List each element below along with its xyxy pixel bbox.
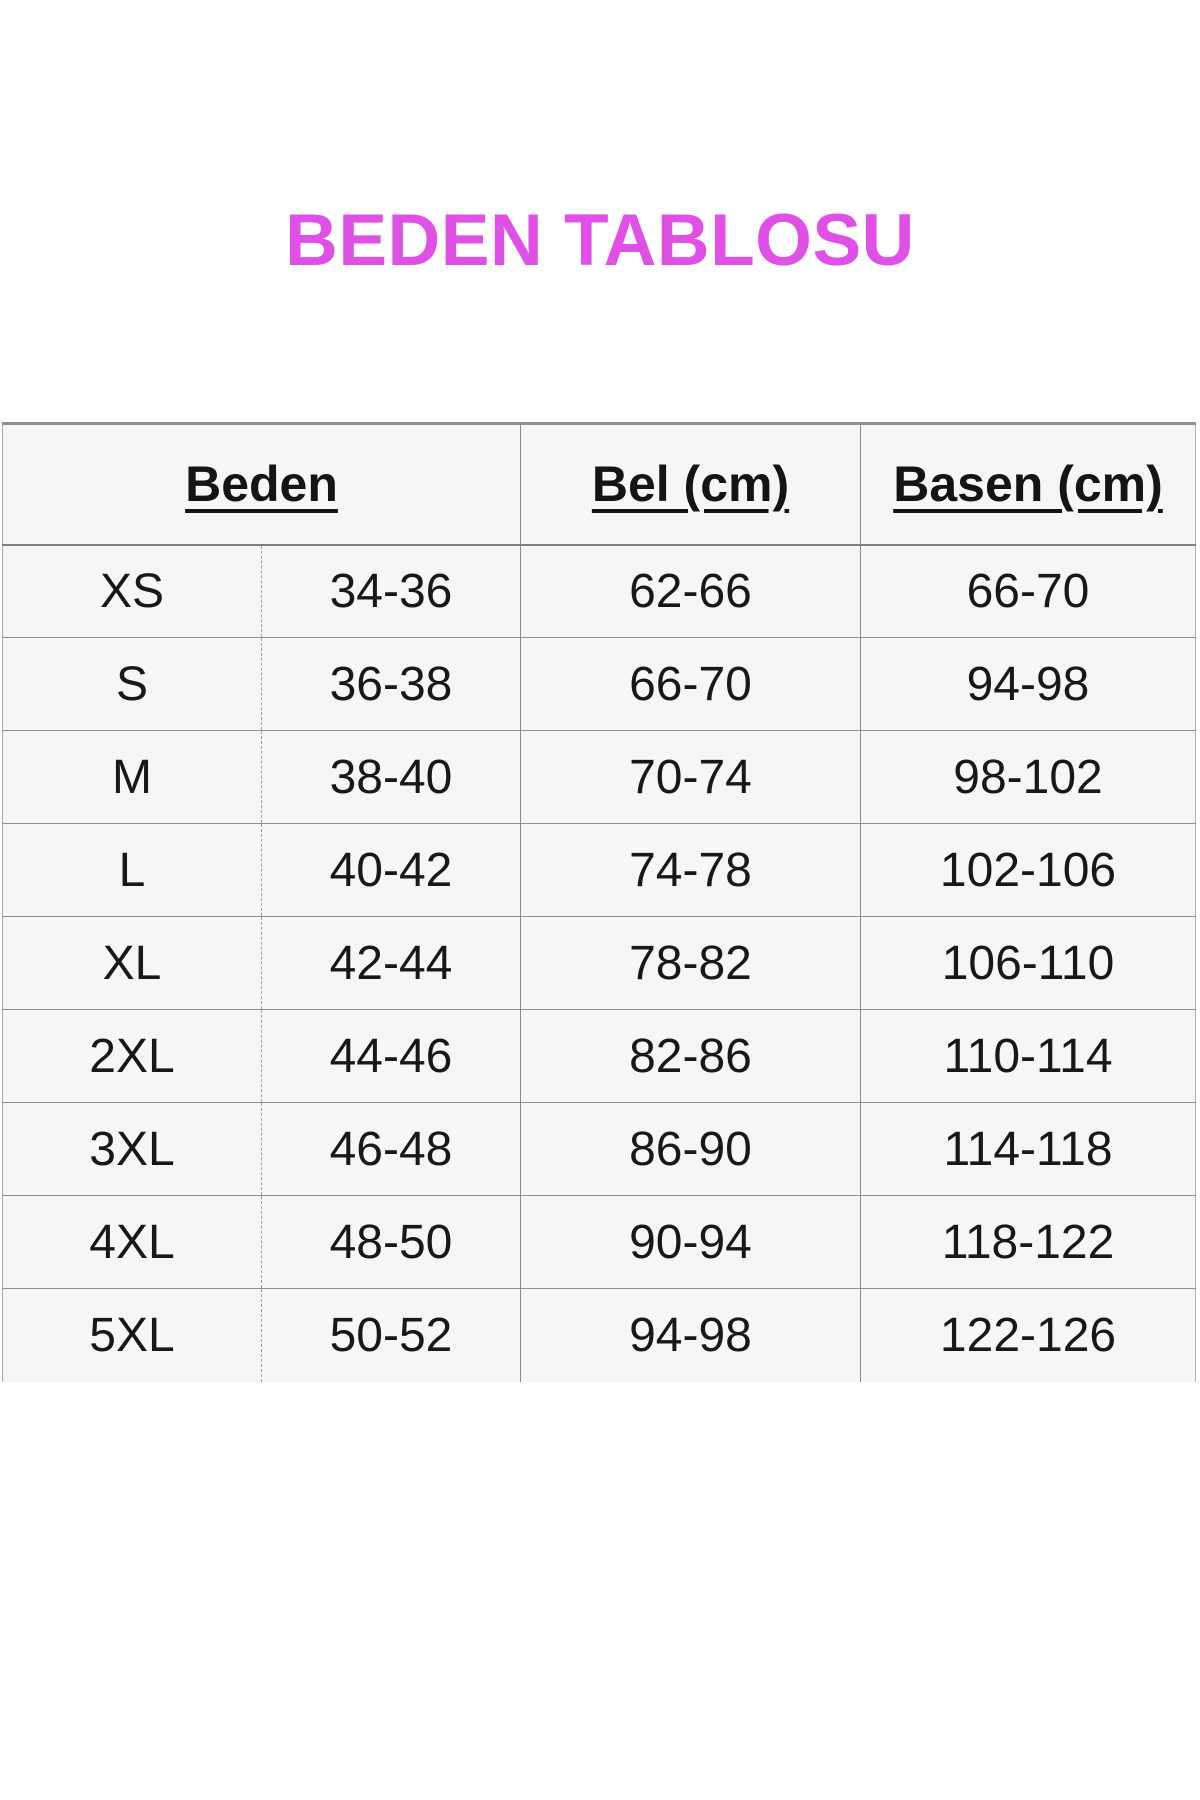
table-row xyxy=(3,1289,1196,1382)
bel-cell: 94-98 xyxy=(521,1289,861,1382)
basen-cell: 94-98 xyxy=(861,638,1196,731)
bel-cell: 78-82 xyxy=(521,917,861,1010)
size-cell: 2XL xyxy=(3,1010,262,1103)
bel-cell: 90-94 xyxy=(521,1196,861,1289)
bel-cell: 74-78 xyxy=(521,824,861,917)
table-row xyxy=(3,1010,1196,1103)
table-row xyxy=(3,638,1196,731)
table-row xyxy=(3,1196,1196,1289)
header-cell-beden: Beden xyxy=(3,424,521,545)
basen-cell: 118-122 xyxy=(861,1196,1196,1289)
size-range-cell: 40-42 xyxy=(262,824,521,917)
bel-cell: 62-66 xyxy=(521,545,861,638)
size-range-cell: 50-52 xyxy=(329,1308,453,1362)
basen-cell: 114-118 xyxy=(861,1103,1196,1196)
bel-cell: 70-74 xyxy=(521,731,861,824)
size-cell: 3XL xyxy=(3,1103,262,1196)
size-range-cell: 46-48 xyxy=(262,1103,521,1196)
size-cell: XS xyxy=(3,545,262,638)
size-range-cell: 48-50 xyxy=(262,1196,521,1289)
size-cell: S xyxy=(3,638,262,731)
table-row xyxy=(3,545,1196,638)
size-cell: 5XL xyxy=(3,1289,262,1382)
header-cell-basen: Basen (cm) xyxy=(861,424,1196,545)
header-cell-bel: Bel (cm) xyxy=(521,424,861,545)
size-cell: 4XL xyxy=(3,1196,262,1289)
basen-cell: 66-70 xyxy=(861,545,1196,638)
table-row xyxy=(3,731,1196,824)
table-row xyxy=(3,917,1196,1010)
basen-cell: 106-110 xyxy=(861,917,1196,1010)
table-row xyxy=(3,1103,1196,1196)
bel-cell: 82-86 xyxy=(521,1010,861,1103)
size-chart-title: BEDEN TABLOSU xyxy=(285,200,915,281)
size-range-cell: 44-46 xyxy=(262,1010,521,1103)
bel-cell: 86-90 xyxy=(521,1103,861,1196)
basen-cell: 110-114 xyxy=(861,1010,1196,1103)
size-range-cell: 38-40 xyxy=(262,731,521,824)
size-range-cell: 42-44 xyxy=(262,917,521,1010)
size-cell: L xyxy=(3,824,262,917)
header-row xyxy=(3,424,1196,545)
size-chart-table xyxy=(2,422,1196,1382)
bel-cell: 66-70 xyxy=(521,638,861,731)
size-cell: XL xyxy=(3,917,262,1010)
basen-cell: 102-106 xyxy=(861,824,1196,917)
table-row xyxy=(3,824,1196,917)
basen-cell: 98-102 xyxy=(861,731,1196,824)
size-range-cell: 34-36 xyxy=(262,545,521,638)
basen-cell: 122-126 xyxy=(939,1308,1117,1362)
size-range-cell: 36-38 xyxy=(262,638,521,731)
size-cell: M xyxy=(3,731,262,824)
